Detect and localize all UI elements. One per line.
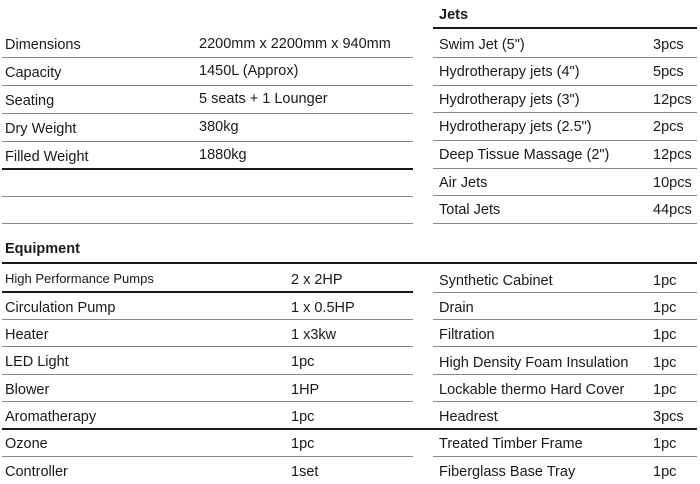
equipment-item-name: Circulation Pump [5, 300, 116, 316]
equipment-item-qty: 1pc [291, 409, 315, 425]
equipment-item-name: Ozone [5, 436, 48, 452]
row-divider [433, 168, 697, 169]
row-divider [433, 140, 697, 141]
row-divider [433, 319, 697, 320]
spec-value-dimensions: 2200mm x 2200mm x 940mm [199, 36, 391, 52]
equipment-item-name: Filtration [439, 327, 495, 343]
equipment-item-qty: 3pcs [653, 409, 684, 425]
row-divider [433, 223, 697, 224]
row-divider [2, 196, 413, 197]
jet-name: Deep Tissue Massage (2") [439, 147, 610, 163]
jet-qty: 2pcs [653, 119, 684, 135]
equipment-item-qty: 1set [291, 464, 319, 480]
equipment-item-name: Treated Timber Frame [439, 436, 583, 452]
row-divider [433, 401, 697, 402]
equipment-item-name: High Density Foam Insulation [439, 355, 629, 371]
equipment-item-name: Fiberglass Base Tray [439, 464, 576, 480]
row-divider [2, 428, 697, 430]
spec-value-seating: 5 seats + 1 Lounger [199, 91, 328, 107]
equipment-item-qty: 1 x3kw [291, 327, 337, 343]
equipment-item-name: High Performance Pumps [5, 271, 154, 286]
row-divider [2, 374, 413, 375]
equipment-item-qty: 1pc [653, 300, 677, 316]
row-divider [2, 141, 413, 142]
jet-qty: 10pcs [653, 175, 692, 191]
equipment-item-qty: 2 x 2HP [291, 272, 343, 288]
equipment-item-qty: 1HP [291, 382, 320, 398]
row-divider [2, 401, 413, 402]
jet-qty: 12pcs [653, 147, 692, 163]
equipment-item-qty: 1pc [653, 327, 677, 343]
spec-label-dry-weight: Dry Weight [5, 121, 77, 137]
equipment-item-name: Drain [439, 300, 474, 316]
row-divider [2, 319, 413, 320]
equipment-item-qty: 1pc [291, 354, 315, 370]
row-divider [433, 195, 697, 196]
jet-name: Hydrotherapy jets (3") [439, 92, 580, 108]
spec-label-capacity: Capacity [5, 65, 62, 81]
equipment-item-name: Lockable thermo Hard Cover [439, 382, 625, 398]
jet-total-qty: 44pcs [653, 202, 692, 218]
row-divider [2, 168, 413, 170]
row-divider [2, 85, 413, 86]
equipment-item-qty: 1pc [653, 273, 677, 289]
spec-label-dimensions: Dimensions [5, 37, 81, 53]
row-divider [433, 292, 697, 293]
spec-value-dry-weight: 380kg [199, 119, 239, 135]
jet-name: Hydrotherapy jets (4") [439, 64, 580, 80]
equipment-item-name: Headrest [439, 409, 498, 425]
equipment-item-name: LED Light [5, 354, 69, 370]
row-divider [2, 223, 413, 224]
jets-heading-rule [433, 27, 697, 29]
row-divider [2, 346, 413, 347]
row-divider [433, 456, 697, 457]
jet-qty: 5pcs [653, 64, 684, 80]
row-divider [433, 85, 697, 86]
row-divider [2, 57, 413, 58]
row-divider [433, 112, 697, 113]
spec-value-filled-weight: 1880kg [199, 147, 247, 163]
jet-name: Hydrotherapy jets (2.5") [439, 119, 592, 135]
equipment-item-name: Synthetic Cabinet [439, 273, 553, 289]
equipment-item-name: Aromatherapy [5, 409, 97, 425]
jet-name: Air Jets [439, 175, 488, 191]
row-divider [2, 113, 413, 114]
jets-heading: Jets [439, 7, 469, 23]
jet-qty: 12pcs [653, 92, 692, 108]
equipment-item-name: Controller [5, 464, 68, 480]
row-divider [2, 291, 413, 293]
equipment-item-qty: 1pc [653, 382, 677, 398]
equipment-item-qty: 1pc [291, 436, 315, 452]
row-divider [433, 374, 697, 375]
equipment-heading-rule [2, 262, 697, 264]
equipment-heading: Equipment [5, 241, 80, 257]
equipment-item-qty: 1pc [653, 355, 677, 371]
equipment-item-qty: 1pc [653, 436, 677, 452]
spec-label-filled-weight: Filled Weight [5, 149, 89, 165]
spec-label-seating: Seating [5, 93, 55, 109]
spec-value-capacity: 1450L (Approx) [199, 63, 299, 79]
equipment-item-name: Heater [5, 327, 49, 343]
equipment-item-name: Blower [5, 382, 50, 398]
jet-total-name: Total Jets [439, 202, 501, 218]
equipment-item-qty: 1 x 0.5HP [291, 300, 355, 316]
jet-name: Swim Jet (5") [439, 37, 525, 53]
equipment-item-qty: 1pc [653, 464, 677, 480]
row-divider [2, 456, 413, 457]
jet-qty: 3pcs [653, 37, 684, 53]
row-divider [433, 346, 697, 347]
row-divider [433, 57, 697, 58]
